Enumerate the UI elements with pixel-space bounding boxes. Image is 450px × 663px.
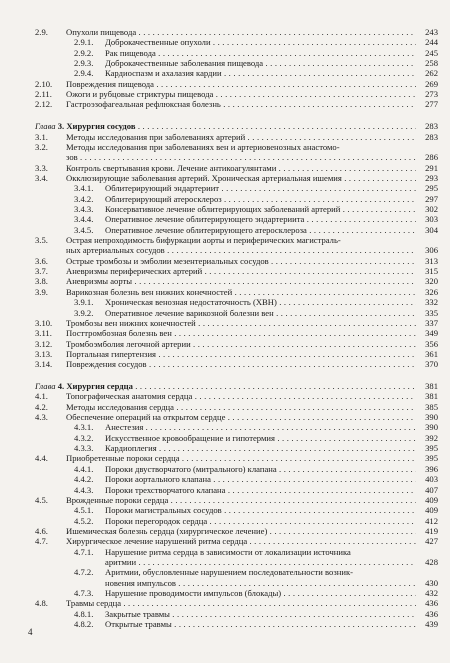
entry-number: 4.6.: [35, 525, 48, 536]
entry-number: 3.4.1.: [74, 183, 94, 194]
entry-title: Ожоги и рубцовые стриктуры пищевода . . .: [66, 89, 416, 99]
entry-page: 381: [425, 391, 438, 402]
entry-title: зов . . .: [66, 152, 416, 162]
toc-entry: [0, 266, 450, 276]
entry-page: 245: [425, 47, 438, 58]
entry-title: Методы исследования сердца . . .: [66, 402, 416, 412]
toc-entry: [0, 339, 450, 349]
entry-page: 302: [425, 204, 438, 214]
entry-number: 3.6.: [35, 255, 48, 266]
entry-number: 4.3.3.: [74, 443, 94, 454]
entry-number: 3.2.: [35, 141, 48, 152]
toc-entry: [0, 391, 450, 401]
entry-page: 381: [425, 381, 438, 391]
toc-entry: [0, 297, 450, 307]
entry-number: 2.10.: [35, 78, 53, 89]
entry-number: 3.4.3.: [74, 204, 94, 214]
entry-number: 4.2.: [35, 401, 48, 412]
toc-entry: [0, 505, 450, 515]
entry-title: Облитерирующий атеросклероз . . .: [105, 194, 416, 204]
entry-page: 349: [425, 328, 438, 339]
entry-page: 409: [425, 494, 438, 505]
entry-title: Облитерирующий эндартериит . . .: [105, 183, 416, 193]
entry-page: 430: [425, 577, 438, 588]
entry-title: Оперативное лечение облитерирующего эндартериита . . .: [105, 214, 416, 224]
entry-number: 3.7.: [35, 266, 48, 277]
entry-number: 3.9.2.: [74, 307, 94, 318]
entry-page: 385: [425, 401, 438, 412]
entry-number: 4.7.: [35, 536, 48, 547]
entry-page: 243: [425, 27, 438, 37]
entry-page: 419: [425, 525, 438, 536]
entry-number: 2.9.2.: [74, 47, 94, 58]
toc-entry: [0, 402, 450, 412]
entry-page: 283: [425, 131, 438, 142]
entry-title: Топографическая анатомия сердца . . .: [66, 391, 416, 401]
entry-title: ных артериальных сосудов . . .: [66, 245, 416, 255]
entry-page: 293: [425, 172, 438, 183]
entry-page: 320: [425, 276, 438, 287]
entry-title: Рак пищевода . . .: [105, 48, 416, 58]
toc-entry: [0, 464, 450, 474]
entry-title: Окклюзирующие заболевания артерий. Хроническая артериальная ишемия . . .: [66, 173, 416, 183]
entry-number: 3.13.: [35, 348, 53, 359]
entry-number: 2.12.: [35, 99, 53, 110]
entry-title: [35, 121, 416, 131]
entry-title: Посттромбозная болезнь вен . . .: [66, 328, 416, 338]
entry-number: 3.10.: [35, 317, 53, 328]
entry-page: 427: [425, 536, 438, 547]
entry-page: 436: [425, 608, 438, 619]
entry-number: 2.11.: [35, 89, 52, 100]
entry-title: Аритмии, обусловленные нарушением последовательности возник-: [105, 567, 353, 578]
entry-title: аритмии . . .: [105, 557, 416, 567]
entry-title: Кардиоплегия . . .: [105, 443, 416, 453]
page-number: 4: [28, 627, 33, 637]
entry-title: Острая непроходимость бифуркации аорты и периферических магистраль-: [66, 235, 341, 245]
toc-entry: [0, 173, 450, 183]
entry-title: Тромбозы вен нижних конечностей . . .: [66, 318, 416, 328]
entry-title: Пороки перегородок сердца . . .: [105, 516, 416, 526]
entry-number: 2.9.4.: [74, 68, 94, 79]
entry-page: 295: [425, 183, 438, 194]
entry-title: Методы исследования при заболеваниях вен и артериовенозных анастомо-: [66, 141, 340, 152]
entry-title: Контроль свертывания крови. Лечение антикоагулянтами . . .: [66, 163, 416, 173]
toc-entry: [0, 79, 450, 89]
toc-entry: [0, 433, 450, 443]
entry-title: [35, 381, 416, 391]
entry-number: 3.1.: [35, 131, 48, 142]
entry-title: Анестезия . . .: [105, 422, 416, 432]
entry-number: 3.12.: [35, 338, 53, 349]
entry-number: 4.5.1.: [74, 505, 94, 516]
entry-number: 4.3.: [35, 412, 48, 422]
chapter-title: 3. Хирургия сосудов: [57, 121, 136, 132]
entry-number: 4.7.2.: [74, 567, 94, 578]
entry-page: 396: [425, 463, 438, 474]
entry-page: 436: [425, 598, 438, 609]
entry-page: 269: [425, 78, 438, 89]
entry-number: 4.3.2.: [74, 432, 94, 443]
entry-page: 390: [425, 412, 438, 422]
entry-number: 3.4.4.: [74, 214, 94, 225]
entry-number: 4.3.1.: [74, 422, 94, 433]
toc-entry: [0, 183, 450, 193]
entry-number: 3.4.2.: [74, 193, 94, 204]
entry-page: 335: [425, 307, 438, 318]
entry-title: Закрытые травмы . . .: [105, 609, 416, 619]
entry-number: 4.4.: [35, 453, 48, 464]
toc-entry: [0, 225, 450, 235]
entry-title: Оперативное лечение варикозной болезни вен . . .: [105, 308, 416, 318]
toc-entry: [0, 453, 450, 463]
toc-entry: [0, 578, 450, 588]
toc-entry: [0, 412, 450, 422]
entry-page: 409: [425, 505, 438, 516]
entry-page: 432: [425, 588, 438, 598]
entry-page: 306: [425, 245, 438, 256]
toc-entry: [0, 214, 450, 224]
entry-page: 407: [425, 484, 438, 495]
entry-page: 283: [425, 121, 438, 132]
entry-number: 4.7.3.: [74, 588, 94, 598]
entry-number: 4.1.: [35, 391, 48, 402]
toc-entry: [0, 48, 450, 58]
chapter-title: 4. Хирургия сердца: [57, 381, 133, 391]
entry-title: Хроническая венозная недостаточность (ХВН) . . .: [105, 297, 416, 307]
toc-entry: [0, 516, 450, 526]
entry-page: 361: [425, 348, 438, 359]
toc-entry: [0, 318, 450, 328]
entry-number: 4.8.1.: [74, 608, 94, 619]
entry-title: Оперативное лечение облитерирующего атеросклероза . . .: [105, 225, 416, 235]
entry-number: 4.4.3.: [74, 484, 94, 495]
entry-title: Врожденные пороки сердца . . .: [66, 495, 416, 505]
entry-number: 3.14.: [35, 359, 53, 370]
entry-title: Хирургическое лечение нарушений ритма сердца . . .: [66, 536, 416, 546]
toc-entry: [0, 328, 450, 338]
entry-number: 3.9.: [35, 286, 48, 297]
entry-page: 439: [425, 619, 438, 629]
entry-page: 303: [425, 214, 438, 225]
entry-title: Варикозная болезнь вен нижних конечностей . . .: [66, 287, 416, 297]
toc-entry: [0, 485, 450, 495]
toc-entry: [0, 204, 450, 214]
entry-title: Тромбоэмболия легочной артерии . . .: [66, 339, 416, 349]
entry-page: 356: [425, 338, 438, 349]
entry-page: 277: [425, 99, 438, 110]
chapter-label: Глава: [35, 121, 56, 132]
entry-number: 3.4.5.: [74, 224, 94, 235]
entry-number: 3.11.: [35, 328, 52, 339]
toc-entry: [0, 163, 450, 173]
entry-title: Опухоли пищевода . . .: [66, 27, 416, 37]
toc-entry: [0, 27, 450, 37]
entry-page: 291: [425, 162, 438, 173]
entry-title: Доброкачественные заболевания пищевода . . .: [105, 58, 416, 68]
chapter-heading: [0, 121, 450, 131]
toc-entry: [0, 256, 450, 266]
toc-entry: [0, 194, 450, 204]
entry-title: Острые тромбозы и эмболии мезентериальных сосудов . . .: [66, 256, 416, 266]
toc-entry: [0, 68, 450, 78]
entry-title: Искусственное кровообращение и гипотермия . . .: [105, 433, 416, 443]
toc-entry: [0, 99, 450, 109]
entry-title: Аневризмы периферических артерий . . .: [66, 266, 416, 276]
entry-page: 428: [425, 556, 438, 567]
entry-page: 286: [425, 152, 438, 163]
entry-number: 4.5.: [35, 494, 48, 505]
toc-entry: [0, 89, 450, 99]
entry-page: 332: [425, 297, 438, 308]
entry-number: 4.4.2.: [74, 474, 94, 485]
entry-page: 392: [425, 432, 438, 443]
entry-title: Ишемическая болезнь сердца (хирургическое лечение) . . .: [66, 526, 416, 536]
toc-entry: [0, 619, 450, 629]
toc-entry: [0, 536, 450, 546]
entry-number: 3.9.1.: [74, 297, 94, 308]
entry-number: 3.4.: [35, 172, 48, 183]
toc-entry: [0, 287, 450, 297]
entry-title: Портальная гипертензия . . .: [66, 349, 416, 359]
entry-page: 258: [425, 58, 438, 69]
toc-entry: [0, 276, 450, 286]
entry-page: 244: [425, 37, 438, 48]
entry-title: Пороки аортального клапана . . .: [105, 474, 416, 484]
entry-page: 390: [425, 422, 438, 433]
entry-number: 3.5.: [35, 235, 48, 245]
entry-number: 4.5.2.: [74, 515, 94, 526]
toc-entry: [0, 245, 450, 255]
entry-title: новения импульсов . . .: [105, 578, 416, 588]
entry-page: 304: [425, 224, 438, 235]
entry-number: 4.8.: [35, 598, 48, 609]
entry-title: Доброкачественные опухоли . . .: [105, 37, 416, 47]
entry-page: 297: [425, 193, 438, 204]
entry-page: 412: [425, 515, 438, 526]
toc-entry: [0, 547, 450, 557]
toc-entry: [0, 152, 450, 162]
toc-entry: [0, 349, 450, 359]
entry-title: Открытые травмы . . .: [105, 619, 416, 629]
toc-entry: [0, 567, 450, 577]
entry-page: 370: [425, 359, 438, 370]
entry-title: Повреждения сосудов . . .: [66, 359, 416, 369]
entry-title: Приобретенные пороки сердца . . .: [66, 453, 416, 463]
entry-page: 403: [425, 474, 438, 485]
toc-entry: [0, 132, 450, 142]
toc-entry: [0, 422, 450, 432]
toc-entry: [0, 359, 450, 369]
entry-title: Методы исследования при заболеваниях артерий . . .: [66, 132, 416, 142]
entry-page: 326: [425, 286, 438, 297]
toc-entry: [0, 37, 450, 47]
toc-entry: [0, 142, 450, 152]
toc-entry: [0, 58, 450, 68]
entry-number: 3.8.: [35, 276, 48, 287]
entry-number: 2.9.1.: [74, 37, 94, 48]
entry-title: Пороки двустворчатого (митрального) клапана . . .: [105, 464, 416, 474]
entry-title: Травмы сердца . . .: [66, 598, 416, 608]
toc-entry: [0, 308, 450, 318]
toc-entry: [0, 443, 450, 453]
toc-entry: [0, 598, 450, 608]
entry-title: Обеспечение операций на открытом сердце . . .: [66, 412, 416, 422]
toc-entry: [0, 495, 450, 505]
entry-page: 337: [425, 317, 438, 328]
toc-entry: [0, 235, 450, 245]
entry-number: 4.8.2.: [74, 619, 94, 629]
entry-page: 273: [425, 89, 438, 100]
toc-entry: [0, 609, 450, 619]
entry-title: Гастроэзофагеальная рефлюксная болезнь . . .: [66, 99, 416, 109]
entry-title: Аневризмы аорты . . .: [66, 276, 416, 286]
entry-page: 395: [425, 443, 438, 454]
toc-entry: [0, 557, 450, 567]
entry-page: 313: [425, 255, 438, 266]
entry-page: 395: [425, 453, 438, 464]
entry-title: Нарушение ритма сердца в зависимости от локализации источника: [105, 546, 351, 557]
toc-entry: [0, 474, 450, 484]
entry-title: Консервативное лечение облитерирующих заболеваний артерий . . .: [105, 204, 416, 214]
toc-entry: [0, 526, 450, 536]
entry-number: 2.9.: [35, 27, 48, 37]
entry-title: Пороки магистральных сосудов . . .: [105, 505, 416, 515]
entry-title: Кардиоспазм и ахалазия кардии . . .: [105, 68, 416, 78]
entry-title: Нарушение проводимости импульсов (блокады) . . .: [105, 588, 416, 598]
entry-number: 2.9.3.: [74, 58, 94, 69]
entry-number: 4.4.1.: [74, 463, 94, 474]
entry-number: 3.3.: [35, 162, 48, 173]
entry-page: 315: [425, 266, 438, 277]
entry-page: 262: [425, 68, 438, 79]
entry-title: Повреждения пищевода . . .: [66, 79, 416, 89]
entry-title: Пороки трехстворчатого клапана . . .: [105, 485, 416, 495]
toc-entry: [0, 588, 450, 598]
chapter-heading: [0, 381, 450, 391]
chapter-label: Глава: [35, 381, 56, 391]
entry-number: 4.7.1.: [74, 546, 94, 557]
